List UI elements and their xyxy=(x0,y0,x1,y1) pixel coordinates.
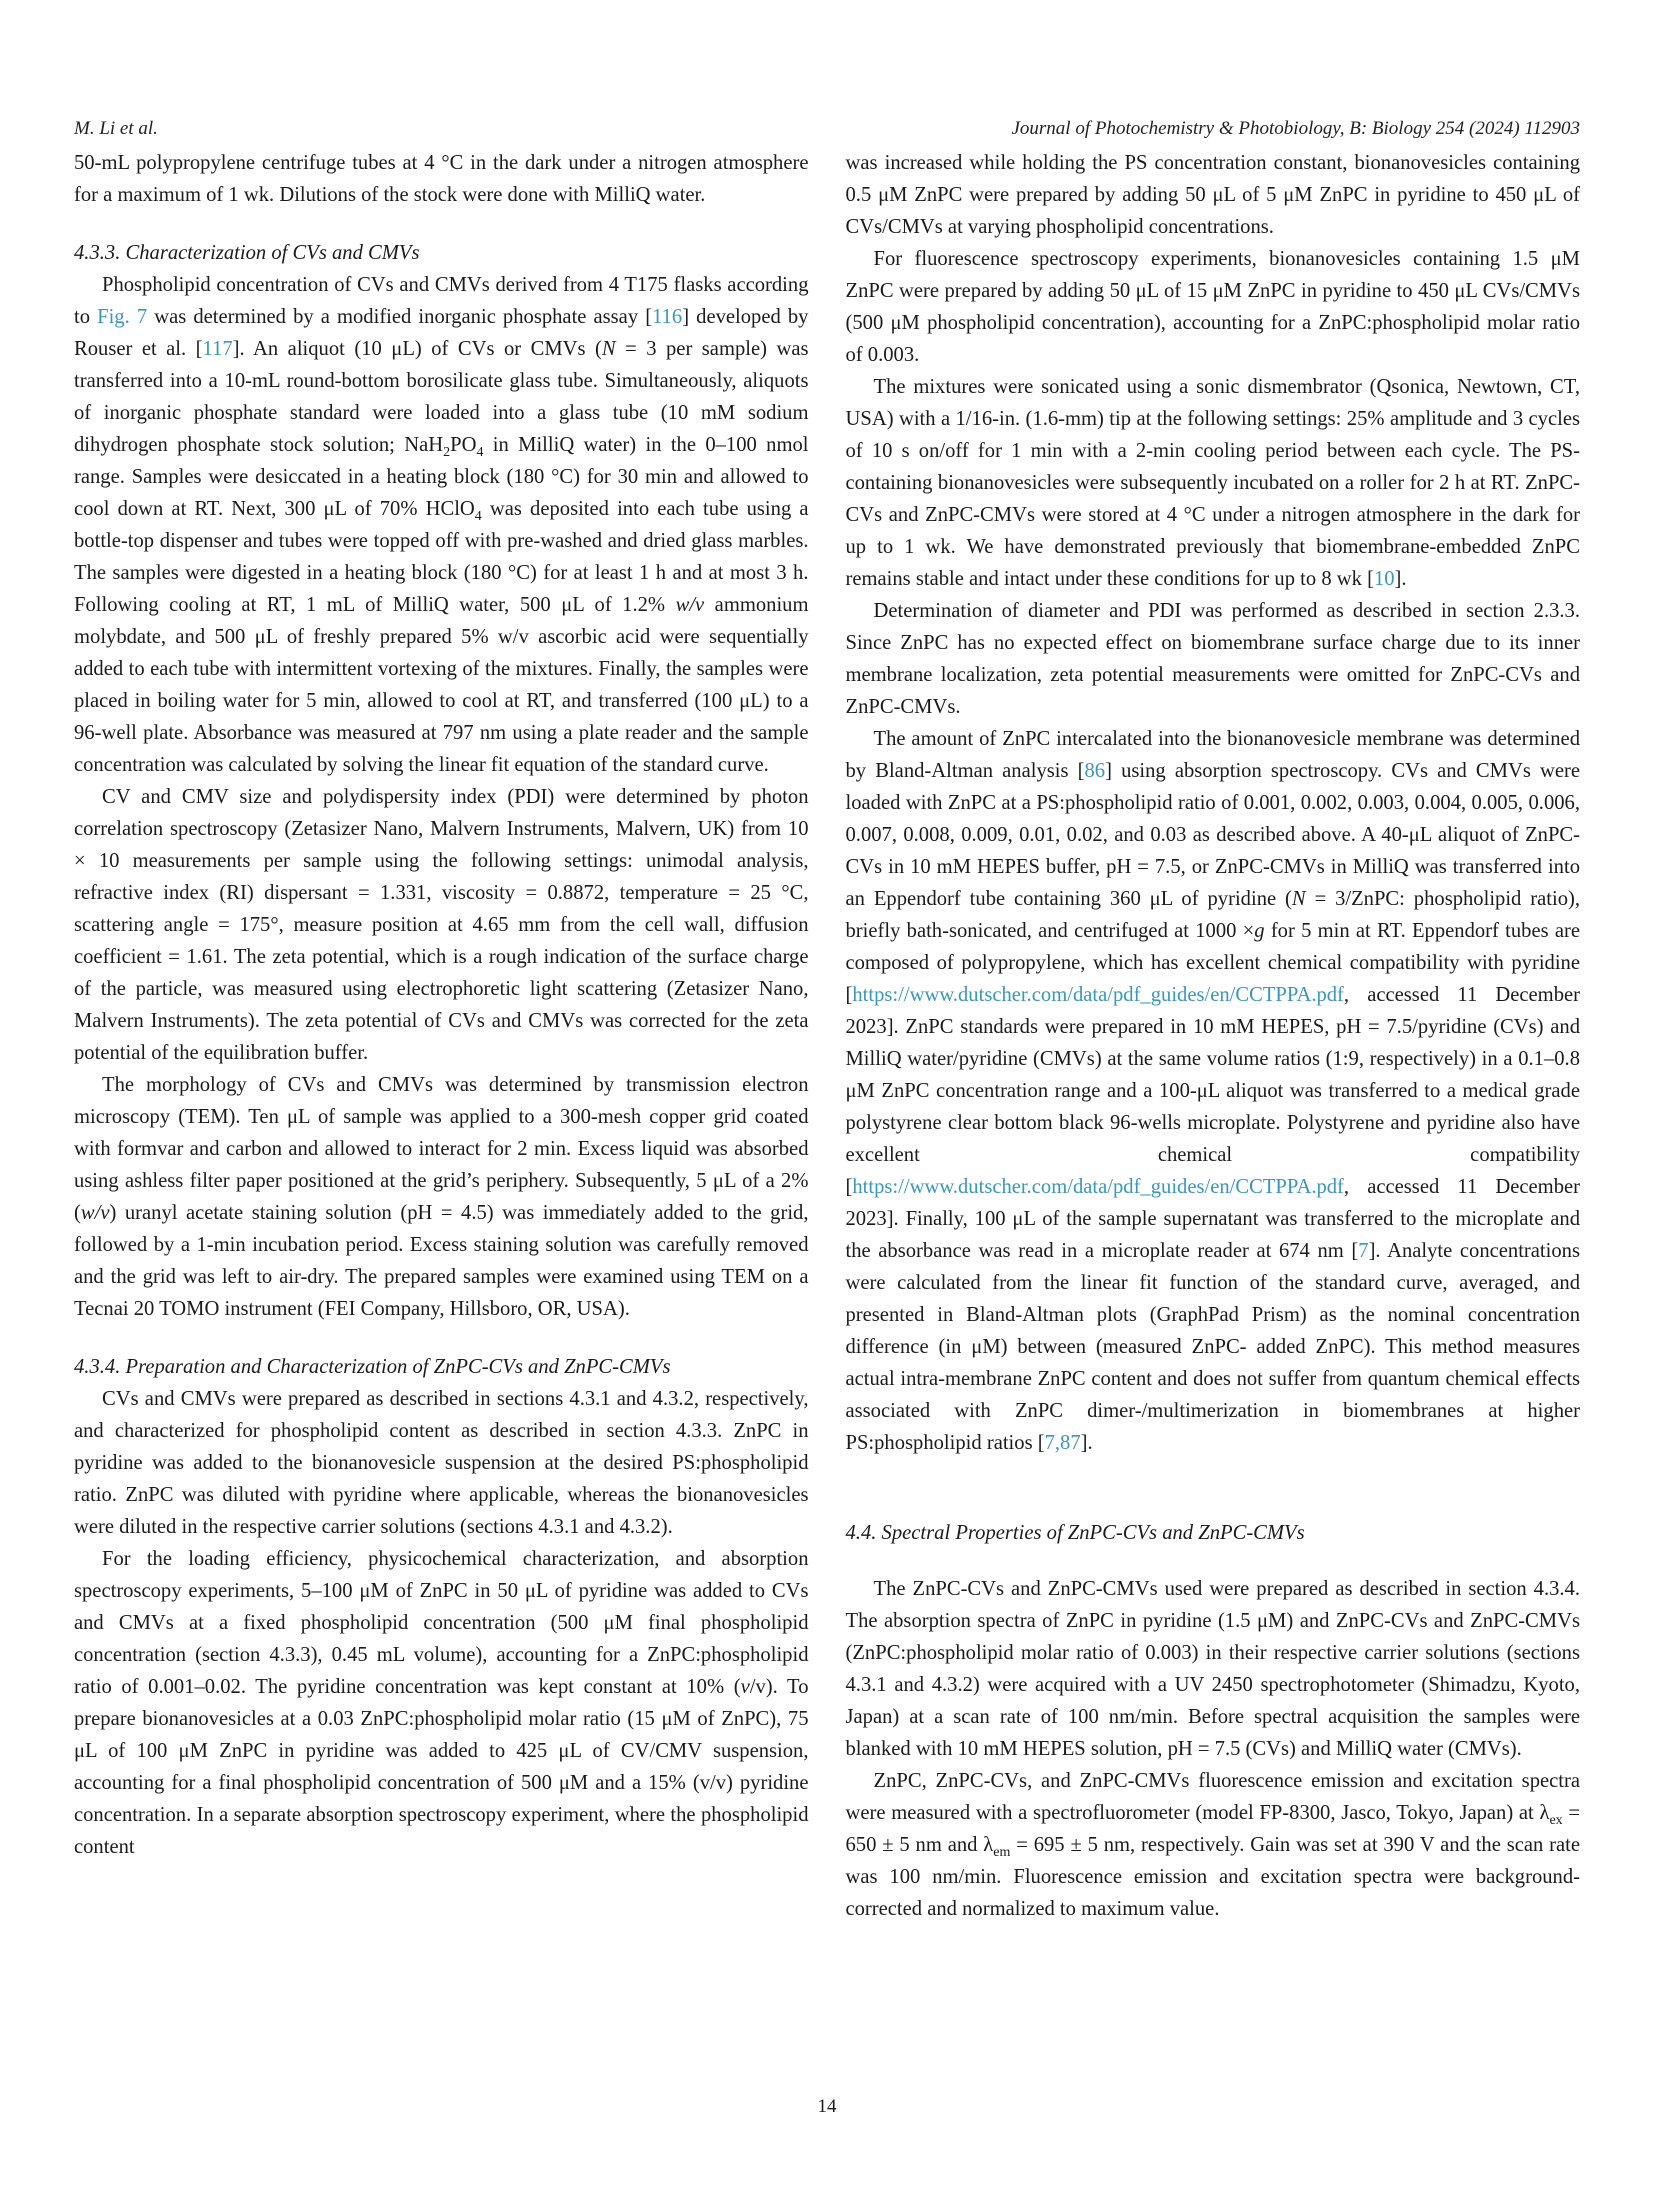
paragraph xyxy=(846,1573,1581,1765)
text-run: for 5 min at RT. Eppendorf tubes are composed of polypropylene, which has excellent chemical compatibility with pyridine [ xyxy=(845,920,1580,1006)
citation-link[interactable]: 116 xyxy=(652,306,683,328)
text-run: 4.4. Spectral Properties of ZnPC-CVs and ZnPC-CMVs xyxy=(845,1522,1305,1544)
text-run: Phospholipid concentration of CVs and CMVs derived from 4 T175 flasks according to xyxy=(74,274,809,328)
text-run: , accessed 11 December 2023]. ZnPC standards were prepared in 10 mM HEPES, pH = 7.5/pyridine (CVs) and MilliQ water/pyridine (CMVs) at the same volume ratios (1:9, respectively) in a 0.1–0.8 μM ZnPC concentration range and a 100-μL aliquot was transferred to a medical grade polystyrene clear bottom black 96-wells microplate. Polystyrene and pyridine also have excellent chemical compatibility [ xyxy=(845,984,1580,1198)
italic-text: N xyxy=(601,338,616,360)
paragraph xyxy=(74,1069,809,1325)
citation-link[interactable]: 7 xyxy=(1358,1240,1369,1262)
text-run: For fluorescence spectroscopy experiments, bionanovesicles containing 1.5 μM ZnPC were prepared by adding 50 μL of 15 μM ZnPC in pyridine to 450 μL CVs/CMVs (500 μM phospholipid concentration), accounting for a ZnPC:phospholipid molar ratio of 0.003. xyxy=(845,248,1580,366)
right-column xyxy=(846,147,1581,1925)
text-run: The mixtures were sonicated using a sonic dismembrator (Qsonica, Newtown, CT, USA) with a 1/16-in. (1.6-mm) tip at the following settings: 25% amplitude and 3 cycles of 10 s on/off for 1 min with a 2-min cooling period between each cycle. The PS-containing bionanovesicles were subsequently incubated on a roller for 2 h at RT. ZnPC-CVs and ZnPC-CMVs were stored at 4 °C under a nitrogen atmosphere in the dark for up to 1 wk. We have demonstrated previously that biomembrane-embedded ZnPC remains stable and intact under these conditions for up to 8 wk [ xyxy=(845,376,1580,590)
italic-text: g xyxy=(1254,920,1265,942)
running-head-authors: M. Li et al. xyxy=(74,118,158,139)
text-run: = 3 per sample) was transferred into a 10-mL round-bottom borosilicate glass tube. Simultaneously, aliquots of inorganic phosphate standard were loaded into a glass tube (10 mM sodium dihydrogen phosphate stock solution; NaH xyxy=(74,338,809,456)
paragraph xyxy=(846,243,1581,371)
paragraph xyxy=(846,1765,1581,1925)
subscript-text: 4 xyxy=(476,445,484,461)
paragraph xyxy=(74,147,809,211)
text-run: /v). To prepare bionanovesicles at a 0.03 ZnPC:phospholipid molar ratio (15 μM of ZnPC), 75 μL of 100 μM ZnPC in pyridine was added to 425 μL of CV/CMV suspension, accounting for a final phospholipid concentration of 500 μM and a 15% (v/v) pyridine concentration. In a separate absorption spectroscopy experiment, where the phospholipid content xyxy=(74,1676,809,1858)
text-run: CVs and CMVs were prepared as described in sections 4.3.1 and 4.3.2, respectively, and characterized for phospholipid content as described in section 4.3.3. ZnPC in pyridine was added to the bionanovesicle suspension at the desired PS:phospholipid ratio. ZnPC was diluted with pyridine where applicable, whereas the bionanovesicles were diluted in the respective carrier solutions (sections 4.3.1 and 4.3.2). xyxy=(74,1388,809,1538)
text-run: PO xyxy=(450,434,477,456)
text-run: The amount of ZnPC intercalated into the bionanovesicle membrane was determined by Bland-Altman analysis [ xyxy=(845,728,1580,782)
text-run: 4.3.4. Preparation and Characterization of ZnPC-CVs and ZnPC-CMVs xyxy=(74,1356,671,1378)
text-run: = 695 ± 5 nm, respectively. Gain was set at 390 V and the scan rate was 100 nm/min. Fluorescence emission and excitation spectra were background-corrected and normalized to maximum value. xyxy=(845,1834,1580,1920)
page-header xyxy=(74,118,1580,140)
text-run: was increased while holding the PS concentration constant, bionanovesicles containing 0.5 μM ZnPC were prepared by adding 50 μL of 5 μM ZnPC in pyridine to 450 μL of CVs/CMVs at varying phospholipid concentrations. xyxy=(845,152,1580,238)
text-run: was determined by a modified inorganic phosphate assay [ xyxy=(147,306,653,328)
paragraph xyxy=(846,723,1581,1459)
citation-link[interactable]: 86 xyxy=(1084,760,1106,782)
text-run: = 650 ± 5 nm and λ xyxy=(845,1802,1580,1856)
two-column-body xyxy=(74,147,1580,1925)
paragraph xyxy=(74,1383,809,1543)
text-run: ) uranyl acetate staining solution (pH = 4.5) was immediately added to the grid, followed by a 1-min incubation period. Excess staining solution was carefully removed and the grid was left to air-dry. The prepared samples were examined using TEM on a Tecnai 20 TOMO instrument (FEI Company, Hillsboro, OR, USA). xyxy=(74,1202,809,1320)
paragraph xyxy=(74,781,809,1069)
subscript-text: 2 xyxy=(443,445,451,461)
text-run: 4.3.3. Characterization of CVs and CMVs xyxy=(74,242,420,264)
italic-text: w/v xyxy=(675,594,705,616)
text-run: CV and CMV size and polydispersity index (PDI) were determined by photon correlation spectroscopy (Zetasizer Nano, Malvern Instruments, Malvern, UK) from 10 × 10 measurements per sample using the following settings: unimodal analysis, refractive index (RI) dispersant = 1.331, viscosity = 0.8872, temperature = 25 °C, scattering angle = 175°, measure position at 4.65 mm from the cell wall, diffusion coefficient = 1.61. The zeta potential, which is a rough indication of the surface charge of the particle, was measured using electrophoretic light scattering (Zetasizer Nano, Malvern Instruments). The zeta potential of CVs and CMVs was corrected for the zeta potential of the equilibration buffer. xyxy=(74,786,809,1064)
subscript-text: 4 xyxy=(474,509,482,525)
citation-link[interactable]: 117 xyxy=(202,338,233,360)
text-run: was deposited into each tube using a bottle-top dispenser and tubes were topped off with pre-washed and dried glass marbles. The samples were digested in a heating block (180 °C) for at least 1 h and at most 3 h. Following cooling at RT, 1 mL of MilliQ water, 500 μL of 1.2% xyxy=(74,498,809,616)
italic-text: w/v xyxy=(80,1202,110,1224)
text-run: ammonium molybdate, and 500 μL of freshly prepared 5% w/v ascorbic acid were sequentially added to each tube with intermittent vortexing of the mixtures. Finally, the samples were placed in boiling water for 5 min, allowed to cool at RT, and transferred (100 μL) to a 96-well plate. Absorbance was measured at 797 nm using a plate reader and the sample concentration was calculated by solving the linear fit equation of the standard curve. xyxy=(74,594,809,776)
paragraph xyxy=(74,269,809,781)
section-heading xyxy=(846,1517,1581,1549)
page-footer xyxy=(0,2096,1654,2118)
text-run: For the loading efficiency, physicochemical characterization, and absorption spectroscopy experiments, 5–100 μM of ZnPC in 50 μL of pyridine was added to CVs and CMVs at a fixed phospholipid concentration (500 μM final phospholipid concentration (section 4.3.3), 0.45 mL volume), accounting for a ZnPC:phospholipid ratio of 0.001–0.02. The pyridine concentration was kept constant at 10% ( xyxy=(74,1548,809,1698)
text-run: ] using absorption spectroscopy. CVs and CMVs were loaded with ZnPC at a PS:phospholipid ratio of 0.001, 0.002, 0.003, 0.004, 0.005, 0.006, 0.007, 0.008, 0.009, 0.01, 0.02, and 0.03 as described above. A 40-μL aliquot of ZnPC-CVs in 10 mM HEPES buffer, pH = 7.5, or ZnPC-CMVs in MilliQ was transferred into an Eppendorf tube containing 360 μL of pyridine ( xyxy=(845,760,1580,910)
text-run: = 3/ZnPC: phospholipid ratio), briefly bath-sonicated, and centrifuged at 1000 × xyxy=(845,888,1581,942)
text-run: ]. xyxy=(1080,1432,1093,1454)
italic-text: N xyxy=(1291,888,1306,910)
citation-link[interactable]: 10 xyxy=(1373,568,1395,590)
text-run: Determination of diameter and PDI was performed as described in section 2.3.3. Since ZnPC has no expected effect on biomembrane surface charge due to its inner membrane localization, zeta potential measurements were omitted for ZnPC-CVs and ZnPC-CMVs. xyxy=(845,600,1580,718)
text-run: The morphology of CVs and CMVs was determined by transmission electron microscopy (TEM). Ten μL of sample was applied to a 300-mesh copper grid coated with formvar and carbon and allowed to interact for 2 min. Excess liquid was absorbed using ashless filter paper positioned at the grid’s periphery. Subsequently, 5 μL of a 2% ( xyxy=(74,1074,809,1224)
text-run: 50-mL polypropylene centrifuge tubes at 4 °C in the dark under a nitrogen atmosphere for a maximum of 1 wk. Dilutions of the stock were done with MilliQ water. xyxy=(74,152,809,206)
figure-link[interactable]: Fig. 7 xyxy=(97,306,148,328)
running-head-journal: Journal of Photochemistry & Photobiology, B: Biology 254 (2024) 112903 xyxy=(1011,118,1580,139)
text-run: ] developed by Rouser et al. [ xyxy=(74,306,809,360)
section-heading xyxy=(74,1351,809,1383)
left-column xyxy=(74,147,809,1925)
subscript-text: em xyxy=(993,1845,1011,1861)
page-number: 14 xyxy=(817,2096,837,2117)
text-run: ]. An aliquot (10 μL) of CVs or CMVs ( xyxy=(232,338,602,360)
text-run: , accessed 11 December 2023]. Finally, 100 μL of the sample supernatant was transferred to the microplate and the absorbance was read in a microplate reader at 674 nm [ xyxy=(845,1176,1580,1262)
text-run: ]. xyxy=(1394,568,1407,590)
subscript-text: ex xyxy=(1549,1813,1563,1829)
paragraph xyxy=(846,371,1581,595)
text-run: ]. Analyte concentrations were calculated from the linear fit function of the standard curve, averaged, and presented in Bland-Altman plots (GraphPad Prism) as the nominal concentration difference (in μM) between (measured ZnPC- added ZnPC). This method measures actual intra-membrane ZnPC content and does not suffer from quantum chemical effects associated with ZnPC dimer-/multimerization in biomembranes at higher PS:phospholipid ratios [ xyxy=(845,1240,1580,1454)
citation-link[interactable]: 7,87 xyxy=(1044,1432,1081,1454)
paragraph xyxy=(846,595,1581,723)
italic-text: v xyxy=(740,1676,750,1698)
url-link[interactable]: https://www.dutscher.com/data/pdf_guides/en/CCTPPA.pdf xyxy=(852,1176,1344,1198)
paragraph xyxy=(74,1543,809,1863)
paragraph xyxy=(846,147,1581,243)
url-link[interactable]: https://www.dutscher.com/data/pdf_guides/en/CCTPPA.pdf xyxy=(852,984,1344,1006)
text-run: ZnPC, ZnPC-CVs, and ZnPC-CMVs fluorescence emission and excitation spectra were measured with a spectrofluorometer (model FP-8300, Jasco, Tokyo, Japan) at λ xyxy=(845,1770,1580,1824)
section-heading xyxy=(74,237,809,269)
text-run: The ZnPC-CVs and ZnPC-CMVs used were prepared as described in section 4.3.4. The absorption spectra of ZnPC in pyridine (1.5 μM) and ZnPC-CVs and ZnPC-CMVs (ZnPC:phospholipid molar ratio of 0.003) in their respective carrier solutions (sections 4.3.1 and 4.3.2) were acquired with a UV 2450 spectrophotometer (Shimadzu, Kyoto, Japan) at a scan rate of 100 nm/min. Before spectral acquisition the samples were blanked with 10 mM HEPES solution, pH = 7.5 (CVs) and MilliQ water (CMVs). xyxy=(845,1578,1580,1760)
text-run: in MilliQ water) in the 0–100 nmol range. Samples were desiccated in a heating block (180 °C) for 30 min and allowed to cool down at RT. Next, 300 μL of 70% HClO xyxy=(74,434,809,520)
